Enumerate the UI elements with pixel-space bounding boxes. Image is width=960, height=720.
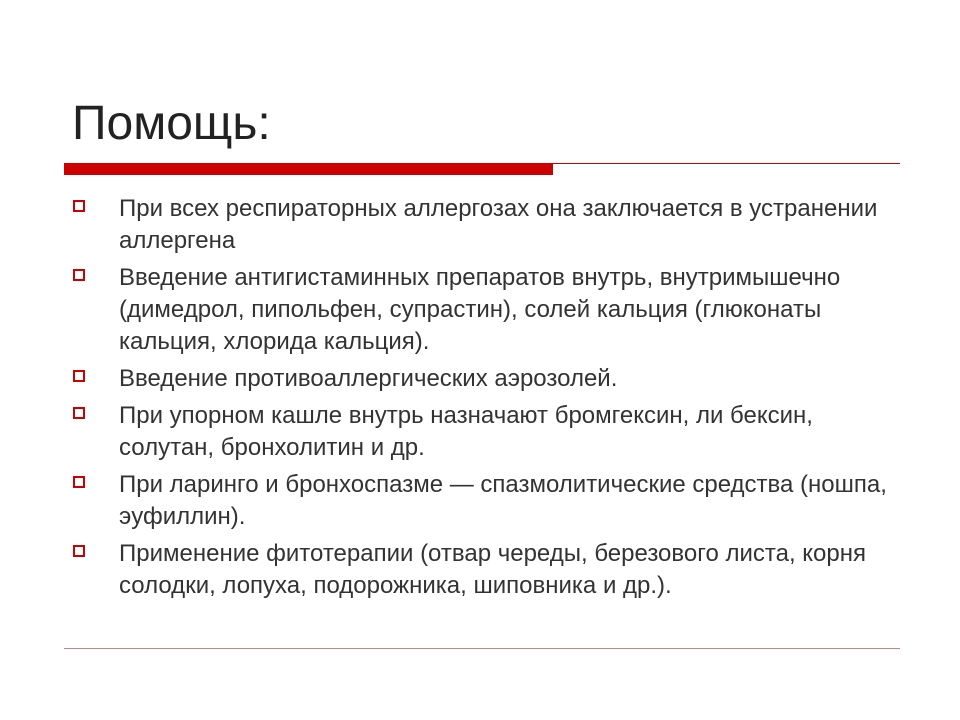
bottom-divider-line xyxy=(64,648,900,649)
bullet-text: При всех респираторных аллергозах она заключается в устранении аллергена xyxy=(119,195,878,254)
bullet-item xyxy=(72,469,898,533)
bullet-text: Применение фитотерапии (отвар череды, березового листа, корня солодки, лопуха, подорожника, шиповника и др.). xyxy=(119,540,866,599)
hollow-square-icon xyxy=(73,269,85,281)
bullet-item xyxy=(72,400,898,464)
bullet-text: Введение противоаллергических аэрозолей. xyxy=(119,365,618,392)
bullet-item xyxy=(72,538,898,602)
slide-title: Помощь: xyxy=(72,97,271,150)
title-accent-bar xyxy=(64,164,553,175)
bullet-list xyxy=(72,193,898,607)
bullet-item xyxy=(72,193,898,257)
hollow-square-icon xyxy=(73,476,85,488)
bullet-item xyxy=(72,363,898,395)
hollow-square-icon xyxy=(73,407,85,419)
bullet-text: При ларинго и бронхоспазме — спазмолитические средства (ношпа, эуфиллин). xyxy=(119,471,887,530)
bullet-text: Введение антигистаминных препаратов внутрь, внутримышечно (димедрол, пипольфен, супрастин), солей кальция (глюконаты кальция, хлорида кальция). xyxy=(119,264,841,355)
hollow-square-icon xyxy=(73,200,85,212)
bullet-text: При упорном кашле внутрь назначают бромгексин, ли бексин, солутан, бронхолитин и др. xyxy=(119,402,813,461)
hollow-square-icon xyxy=(73,370,85,382)
hollow-square-icon xyxy=(73,545,85,557)
bullet-item xyxy=(72,262,898,358)
